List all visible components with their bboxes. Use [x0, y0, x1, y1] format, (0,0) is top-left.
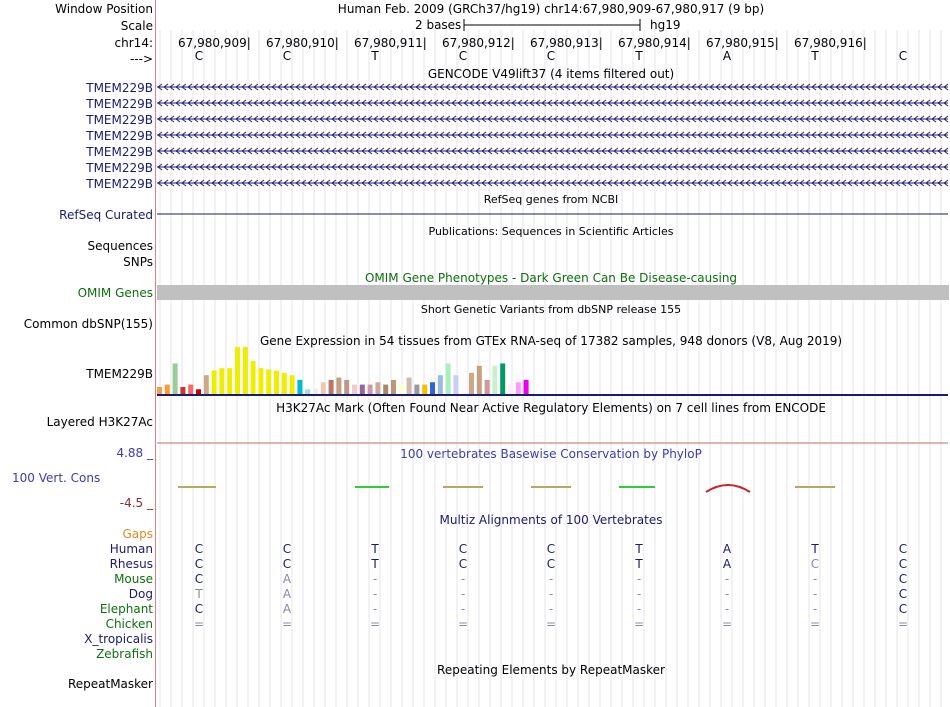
phylop-min: -4.5 _	[119, 496, 153, 510]
alignment-base: =	[193, 617, 205, 631]
gtex-bar	[282, 373, 287, 394]
alignment-base: =	[633, 617, 645, 631]
gtex-bar	[477, 366, 482, 394]
gtex-bar	[360, 385, 365, 394]
reference-base: T	[371, 49, 379, 63]
species-label[interactable]: Mouse	[114, 572, 153, 586]
alignment-base: -	[460, 587, 466, 601]
species-label[interactable]: Zebrafish	[96, 647, 153, 661]
alignment-base: C	[194, 542, 204, 556]
alignment-base: A	[282, 602, 292, 616]
alignment-base: -	[636, 602, 642, 616]
alignment-base: C	[282, 542, 292, 556]
alignment-base: C	[194, 572, 204, 586]
phylop-max: 4.88 _	[116, 446, 153, 460]
alignment-base: -	[372, 602, 378, 616]
alignment-base: -	[724, 602, 730, 616]
species-label[interactable]: Dog	[128, 587, 153, 601]
gtex-bar	[321, 382, 326, 394]
sequences-label[interactable]: Sequences	[87, 239, 153, 253]
alignment-base: C	[458, 557, 468, 571]
gtex-bar	[157, 387, 162, 394]
gtex-bar	[173, 363, 178, 394]
phylop-mark	[178, 486, 216, 488]
gtex-bar	[243, 347, 248, 394]
gtex-bar	[430, 382, 435, 394]
alignment-base: C	[898, 542, 908, 556]
phylop-mark	[531, 486, 571, 488]
alignment-base: T	[635, 542, 643, 556]
scale-db: hg19	[650, 18, 681, 32]
snps-label[interactable]: SNPs	[123, 255, 153, 269]
alignment-base: A	[722, 542, 732, 556]
alignment-base: C	[546, 542, 556, 556]
phylop-mark	[355, 486, 389, 488]
gtex-bar	[383, 385, 388, 394]
phylop-mark	[795, 486, 835, 488]
gtex-bar	[344, 380, 349, 394]
gtex-bar	[188, 385, 193, 394]
alignment-base: C	[282, 557, 292, 571]
alignment-base: T	[811, 542, 819, 556]
repeat-label[interactable]: RepeatMasker	[67, 677, 153, 691]
alignment-base: -	[460, 572, 466, 586]
h3k27-title: H3K27Ac Mark (Often Found Near Active Regulatory Elements) on 7 cell lines from ENCODE	[276, 401, 826, 415]
strand-label: --->	[129, 52, 153, 66]
gtex-bar	[508, 385, 513, 394]
gtex-bar	[352, 385, 357, 394]
gtex-bar	[500, 363, 505, 394]
phylop-mark	[443, 486, 483, 488]
gtex-bar	[407, 378, 412, 394]
position-label: 67,980,914|	[618, 36, 691, 50]
gtex-bar	[165, 385, 170, 394]
gaps-label[interactable]: Gaps	[122, 527, 153, 541]
gtex-bar	[375, 382, 380, 394]
gtex-bar	[227, 368, 232, 394]
alignment-base: -	[548, 587, 554, 601]
refseq-title: RefSeq genes from NCBI	[483, 193, 619, 206]
alignment-base: -	[548, 602, 554, 616]
gtex-bar	[180, 387, 185, 394]
alignment-base: -	[636, 572, 642, 586]
gtex-bar	[266, 370, 271, 394]
alignment-base: A	[282, 572, 292, 586]
alignment-base: =	[281, 617, 293, 631]
phylop-title: 100 vertebrates Basewise Conservation by PhyloP	[400, 447, 702, 461]
gtex-bar	[438, 375, 443, 394]
gtex-bar	[235, 347, 240, 394]
species-label[interactable]: Chicken	[105, 617, 153, 631]
alignment-base: C	[546, 557, 556, 571]
refseq-label[interactable]: RefSeq Curated	[59, 208, 153, 222]
gtex-bar	[219, 368, 224, 394]
alignment-base: T	[371, 542, 379, 556]
gtex-bar-chart[interactable]	[157, 347, 948, 443]
gtex-bar	[446, 363, 451, 394]
window-position-label: Window Position	[55, 2, 153, 16]
h3k27-label[interactable]: Layered H3K27Ac	[46, 415, 153, 429]
gencode-item-label[interactable]: TMEM229B	[86, 161, 153, 175]
gtex-bar	[336, 378, 341, 394]
gtex-bar	[516, 382, 521, 394]
gtex-bar	[290, 375, 295, 394]
alignment-base: T	[635, 557, 643, 571]
species-label[interactable]: Elephant	[99, 602, 153, 616]
alignment-base: -	[812, 572, 818, 586]
window-position-value: Human Feb. 2009 (GRCh37/hg19) chr14:67,980,909-67,980,917 (9 bp)	[337, 2, 765, 16]
position-label: 67,980,909|	[178, 36, 251, 50]
omim-label[interactable]: OMIM Genes	[77, 286, 153, 300]
alignment-base: C	[898, 557, 908, 571]
gencode-item-label[interactable]: TMEM229B	[86, 81, 153, 95]
multiz-title: Multiz Alignments of 100 Vertebrates	[439, 513, 663, 527]
gtex-bar	[368, 385, 373, 394]
gencode-item-label[interactable]: TMEM229B	[86, 145, 153, 159]
alignment-base: T	[371, 557, 379, 571]
phylop-mark	[619, 486, 655, 488]
gtex-bar	[453, 375, 458, 394]
gtex-bar	[414, 385, 419, 394]
reference-base: T	[811, 49, 819, 63]
gencode-item-label[interactable]: TMEM229B	[86, 97, 153, 111]
gtex-bar	[258, 368, 263, 394]
reference-base: C	[458, 49, 468, 63]
gtex-bar	[492, 366, 497, 394]
phylop-track[interactable]	[178, 485, 835, 492]
alignment-base: -	[812, 602, 818, 616]
alignment-base: =	[721, 617, 733, 631]
gencode-title: GENCODE V49lift37 (4 items filtered out)	[427, 67, 675, 81]
alignment-base: C	[810, 557, 820, 571]
scale-label: Scale	[120, 19, 153, 33]
gtex-bar	[212, 371, 217, 395]
gencode-item-label[interactable]: TMEM229B	[86, 113, 153, 127]
alignment-base: =	[897, 617, 909, 631]
gencode-item-label[interactable]: TMEM229B	[86, 177, 153, 191]
reference-base: C	[898, 49, 908, 63]
alignment-base: -	[548, 572, 554, 586]
alignment-base: A	[282, 587, 292, 601]
alignment-base: -	[724, 587, 730, 601]
gtex-title: Gene Expression in 54 tissues from GTEx RNA-seq of 17382 samples, 948 donors (V8, Aug 2019)	[259, 334, 843, 348]
species-label[interactable]: Human	[109, 542, 153, 556]
alignment-base: =	[457, 617, 469, 631]
species-label[interactable]: Rhesus	[109, 557, 153, 571]
gtex-bar	[329, 380, 334, 394]
position-label: 67,980,911|	[354, 36, 427, 50]
alignment-base: -	[372, 572, 378, 586]
alignment-base: -	[724, 572, 730, 586]
dbsnp-label[interactable]: Common dbSNP(155)	[23, 317, 153, 331]
alignment-base: A	[722, 557, 732, 571]
gtex-bar	[461, 385, 466, 394]
gtex-bar	[305, 389, 310, 394]
gtex-bar	[469, 373, 474, 394]
reference-base: T	[635, 49, 643, 63]
alignment-base: C	[194, 557, 204, 571]
position-label: 67,980,916|	[794, 36, 867, 50]
gtex-bar	[399, 385, 404, 394]
gtex-bar	[274, 371, 279, 395]
alignment-base: C	[898, 587, 908, 601]
alignment-base: =	[545, 617, 557, 631]
gtex-bar	[196, 389, 201, 394]
alignment-base: -	[636, 587, 642, 601]
gtex-bar	[422, 385, 427, 394]
position-label: 67,980,913|	[530, 36, 603, 50]
alignment-base: C	[458, 542, 468, 556]
alignment-base: =	[369, 617, 381, 631]
reference-base: C	[546, 49, 556, 63]
scale-value: 2 bases	[415, 18, 462, 32]
omim-feature[interactable]	[157, 285, 949, 300]
gtex-bar	[297, 380, 302, 394]
alignment-base: C	[898, 602, 908, 616]
chrom-label: chr14:	[114, 36, 153, 50]
gtex-bar	[313, 388, 318, 394]
alignment-base: C	[898, 572, 908, 586]
position-label: 67,980,912|	[442, 36, 515, 50]
publications-title: Publications: Sequences in Scientific Articles	[428, 225, 674, 238]
scale-bar	[462, 17, 644, 33]
species-label[interactable]: X_tropicalis	[84, 632, 153, 646]
alignment-base: -	[372, 587, 378, 601]
label-separator	[155, 0, 156, 707]
gencode-item-label[interactable]: TMEM229B	[86, 129, 153, 143]
dbsnp-title: Short Genetic Variants from dbSNP release 155	[420, 303, 682, 316]
reference-base: C	[282, 49, 292, 63]
gtex-label[interactable]: TMEM229B	[86, 367, 153, 381]
gtex-bar	[204, 375, 209, 394]
alignment-base: T	[195, 587, 203, 601]
phylop-label[interactable]: 100 Vert. Cons	[12, 471, 101, 485]
position-label: 67,980,910|	[266, 36, 339, 50]
position-label: 67,980,915|	[706, 36, 779, 50]
alignment-base: -	[812, 587, 818, 601]
alignment-base: C	[194, 602, 204, 616]
alignment-base: =	[809, 617, 821, 631]
gtex-bar	[391, 380, 396, 394]
omim-title: OMIM Gene Phenotypes - Dark Green Can Be Disease-causing	[364, 271, 738, 285]
reference-base: A	[722, 49, 732, 63]
gtex-bar	[485, 380, 490, 394]
reference-base: C	[194, 49, 204, 63]
alignment-base: -	[460, 602, 466, 616]
repeat-title: Repeating Elements by RepeatMasker	[437, 663, 665, 677]
gtex-bar	[524, 380, 529, 394]
gtex-bar	[251, 361, 256, 394]
